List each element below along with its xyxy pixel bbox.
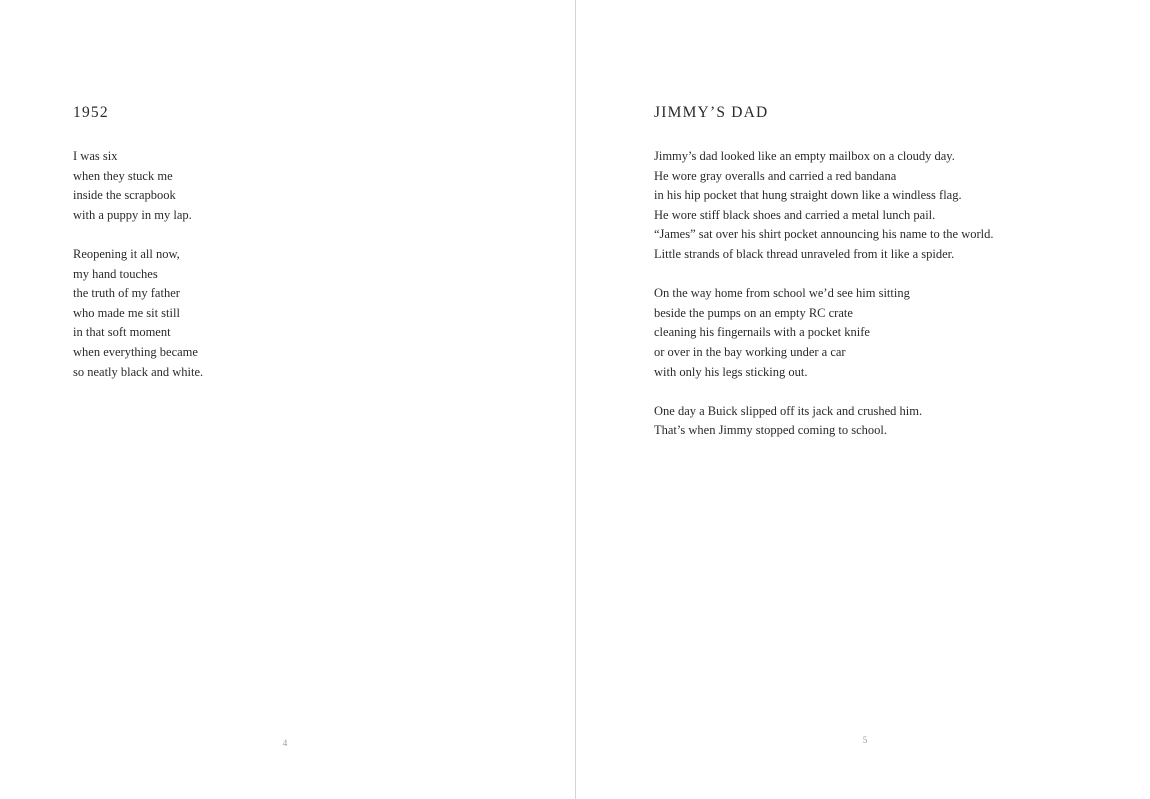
page-number: 5	[862, 735, 868, 745]
poem-line: Little strands of black thread unraveled from it like a spider.	[654, 246, 955, 261]
poem-line: with a puppy in my lap.	[73, 207, 192, 222]
stanza	[654, 147, 994, 265]
poem-line: or over in the bay working under a car	[654, 344, 846, 359]
poem-title: JIMMY’S DAD	[654, 104, 769, 121]
poem-line: when everything became	[73, 344, 198, 359]
poem-line: in that soft moment	[73, 325, 171, 340]
poem-title: 1952	[73, 104, 109, 121]
poem-line: who made me sit still	[73, 305, 180, 320]
stanza	[73, 147, 203, 225]
poem-line: cleaning his fingernails with a pocket knife	[654, 325, 870, 340]
poem-line: in his hip pocket that hung straight down like a windless flag.	[654, 188, 962, 203]
right-page	[576, 0, 1150, 799]
poem-line: when they stuck me	[73, 168, 173, 183]
poem-line: He wore stiff black shoes and carried a metal lunch pail.	[654, 207, 936, 222]
poem-line: On the way home from school we’d see him sitting	[654, 286, 910, 301]
poem-line: Jimmy’s dad looked like an empty mailbox on a cloudy day.	[654, 149, 955, 163]
poem-line: the truth of my father	[73, 286, 180, 301]
poem-line: That’s when Jimmy stopped coming to school.	[654, 423, 887, 438]
stanza	[654, 284, 994, 382]
poem-line: He wore gray overalls and carried a red bandana	[654, 168, 897, 183]
stanza	[654, 402, 994, 441]
poem-line: my hand touches	[73, 266, 158, 281]
poem-line: One day a Buick slipped off its jack and crushed him.	[654, 403, 923, 418]
poem-line: I was six	[73, 149, 118, 163]
poem-line: “James” sat over his shirt pocket announcing his name to the world.	[654, 227, 994, 242]
page-number: 4	[282, 738, 288, 748]
poem-line: with only his legs sticking out.	[654, 364, 808, 379]
stanza	[73, 245, 203, 382]
poem-line: so neatly black and white.	[73, 364, 204, 379]
poem-line: beside the pumps on an empty RC crate	[654, 305, 853, 320]
poem-line: Reopening it all now,	[73, 246, 180, 261]
poem-body	[654, 147, 994, 441]
poem-line: inside the scrapbook	[73, 188, 176, 203]
poem-body	[73, 147, 203, 382]
